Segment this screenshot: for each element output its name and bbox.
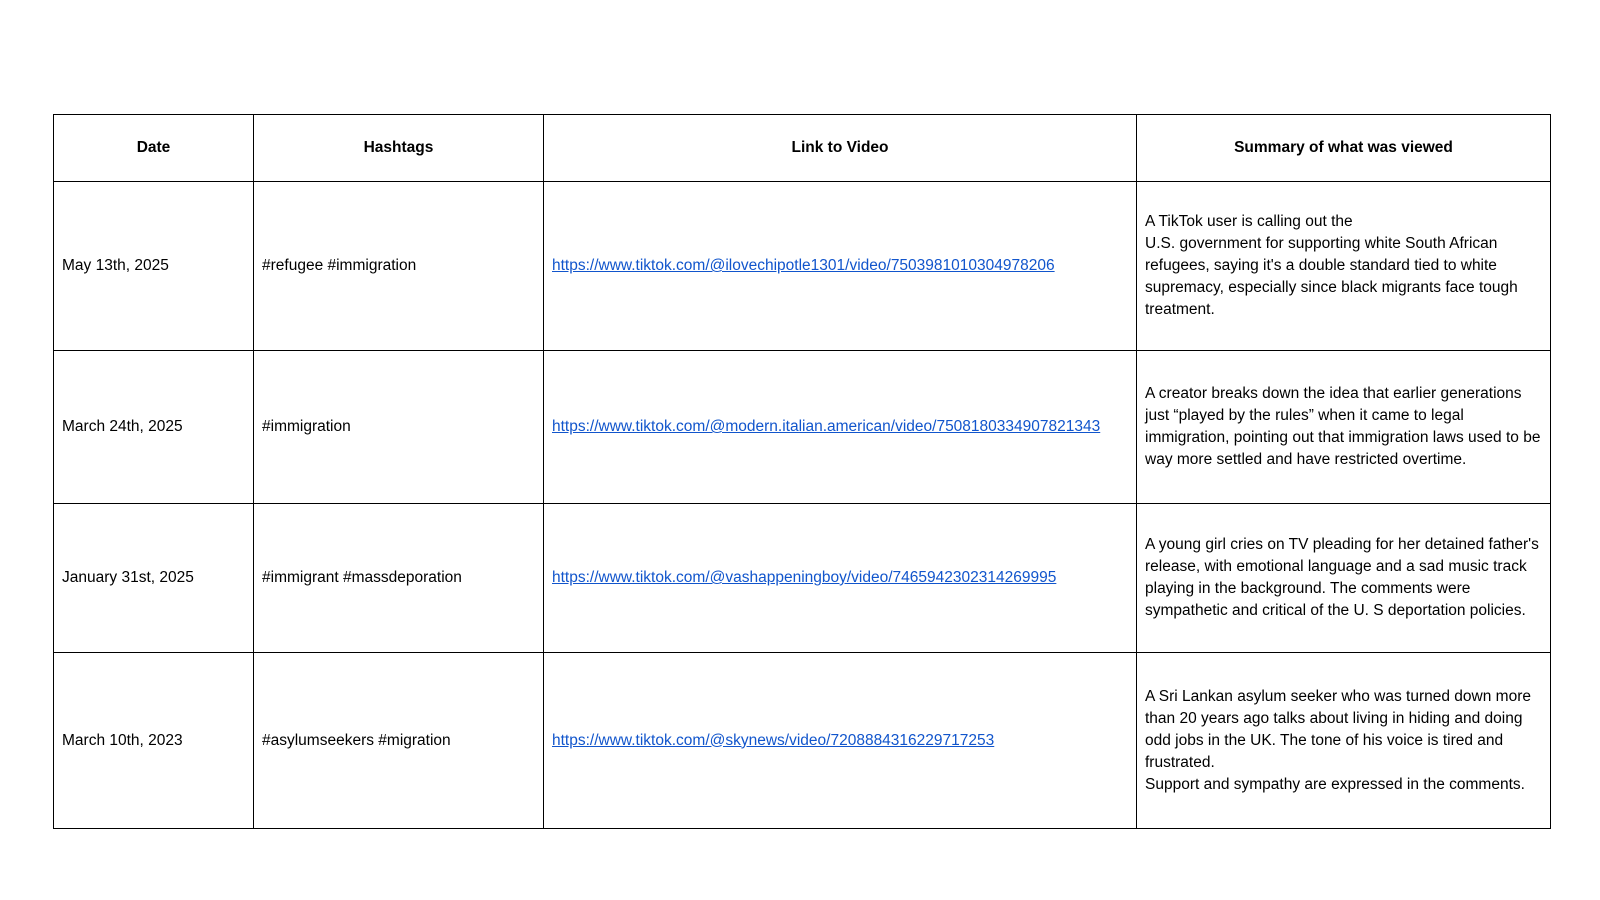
hashtags-cell: #refugee #immigration [254, 182, 544, 351]
summary-cell [1137, 351, 1551, 504]
hashtags-cell: #immigration [254, 351, 544, 504]
link-cell [544, 504, 1137, 653]
date-cell: March 10th, 2023 [54, 653, 254, 829]
hashtags-cell: #asylumseekers #migration [254, 653, 544, 829]
link-cell [544, 653, 1137, 829]
hashtags-cell: #immigrant #massdeporation [254, 504, 544, 653]
video-link[interactable]: https://www.tiktok.com/@vashappeningboy/video/7465942302314269995 [552, 569, 1057, 586]
summary-cell [1137, 182, 1551, 351]
summary-cell [1137, 653, 1551, 829]
header-hashtags: Hashtags [254, 115, 544, 182]
video-log-table [53, 114, 1551, 829]
summary-text: A TikTok user is calling out the U.S. government for supporting white South African refugees, saying it's a double standard tied to white supremacy, especially since black migrants face tough treatment. [1145, 213, 1518, 318]
video-link[interactable]: https://www.tiktok.com/@skynews/video/7208884316229717253 [552, 731, 995, 749]
video-log-table-container [53, 114, 1551, 829]
summary-cell [1137, 504, 1551, 653]
header-row [54, 115, 1551, 182]
table-row [54, 182, 1551, 351]
summary-text: A creator breaks down the idea that earlier generations just “played by the rules” when it came to legal immigration, pointing out that immigration laws used to be way more settled and have restricted overtime. [1145, 385, 1541, 468]
video-link[interactable]: https://www.tiktok.com/@modern.italian.american/video/7508180334907821343 [552, 418, 1101, 435]
summary-text: A young girl cries on TV pleading for her detained father's release, with emotional language and a sad music track playing in the background. The comments were sympathetic and critical of the U. S deportation policies. [1145, 536, 1539, 619]
summary-text: A Sri Lankan asylum seeker who was turned down more than 20 years ago talks about living in hiding and doing odd jobs in the UK. The tone of his voice is tired and frustrated. Support and sympathy are expressed in the comments. [1145, 687, 1531, 793]
header-link: Link to Video [544, 115, 1137, 182]
header-date: Date [54, 115, 254, 182]
link-cell [544, 182, 1137, 351]
date-cell: January 31st, 2025 [54, 504, 254, 653]
date-cell: March 24th, 2025 [54, 351, 254, 504]
table-row [54, 351, 1551, 504]
video-link[interactable]: https://www.tiktok.com/@ilovechipotle1301/video/7503981010304978206 [552, 257, 1055, 274]
table-row [54, 653, 1551, 829]
link-cell [544, 351, 1137, 504]
date-cell: May 13th, 2025 [54, 182, 254, 351]
table-row [54, 504, 1551, 653]
header-summary: Summary of what was viewed [1137, 115, 1551, 182]
